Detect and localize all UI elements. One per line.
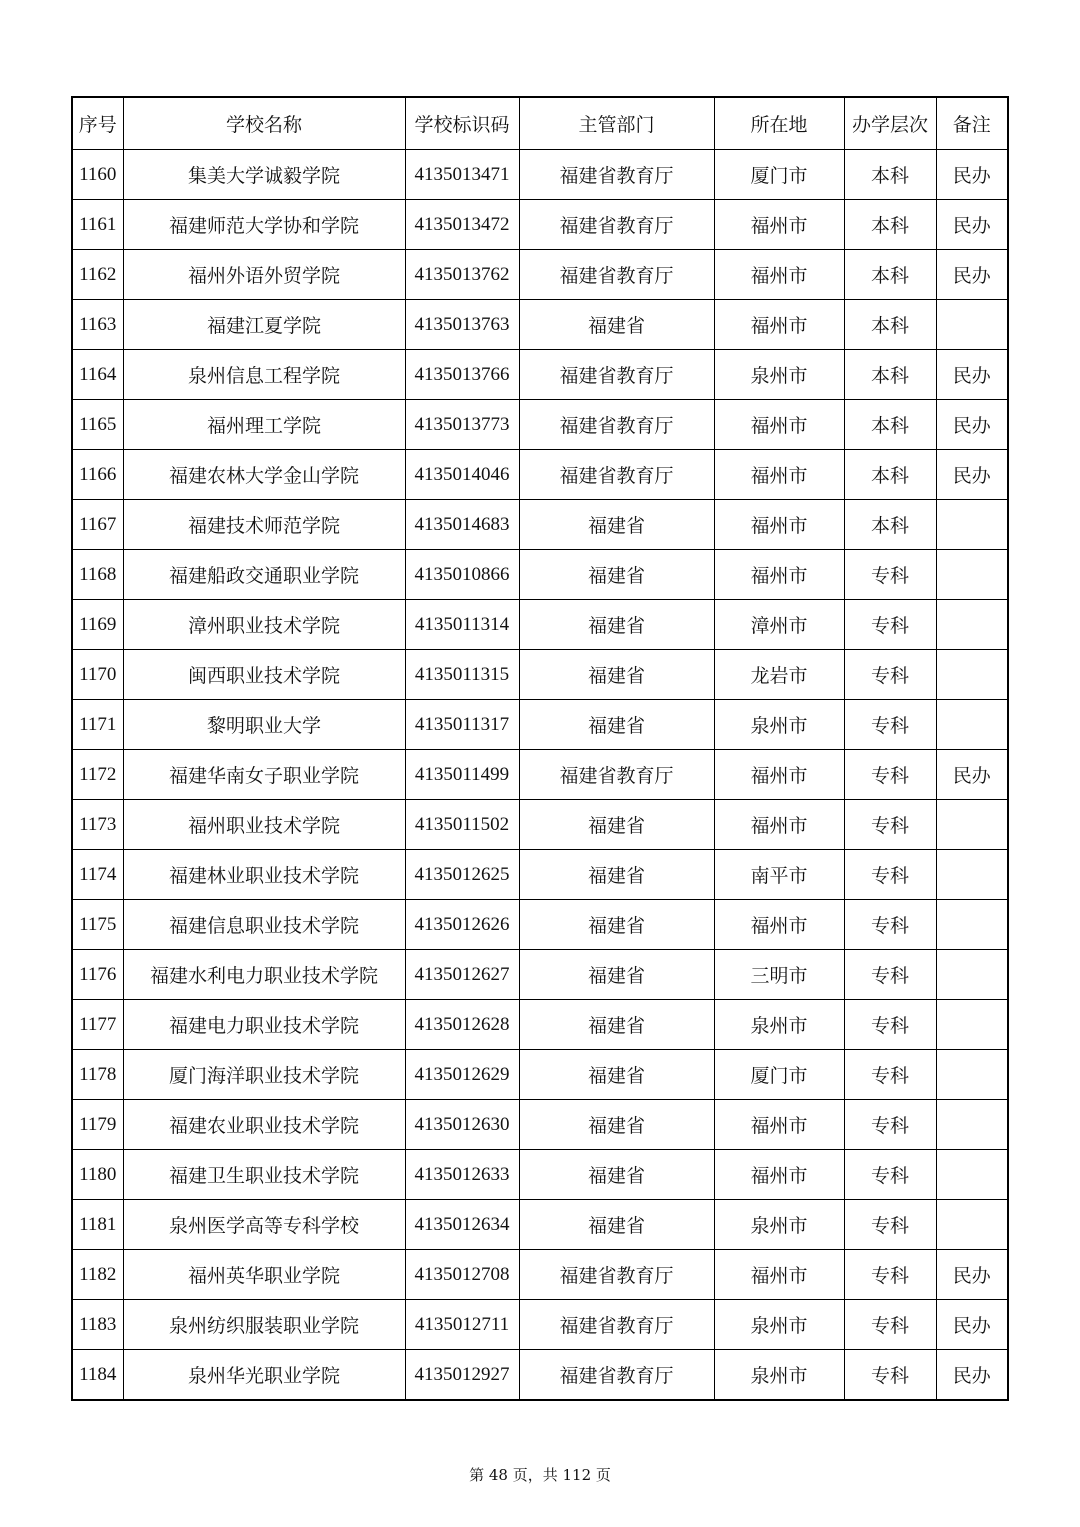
cell-index: 1183 <box>72 1300 123 1350</box>
cell-remarks: 民办 <box>936 450 1008 500</box>
cell-authority: 福建省教育厅 <box>519 1300 714 1350</box>
cell-school-code: 4135013766 <box>405 350 519 400</box>
cell-remarks: 民办 <box>936 350 1008 400</box>
cell-index: 1167 <box>72 500 123 550</box>
cell-authority: 福建省 <box>519 1150 714 1200</box>
cell-school-name: 福建船政交通职业学院 <box>123 550 405 600</box>
cell-level: 专科 <box>844 900 936 950</box>
cell-authority: 福建省 <box>519 1200 714 1250</box>
cell-remarks: 民办 <box>936 200 1008 250</box>
cell-remarks <box>936 1000 1008 1050</box>
cell-remarks <box>936 700 1008 750</box>
cell-remarks <box>936 550 1008 600</box>
cell-school-name: 泉州华光职业学院 <box>123 1350 405 1401</box>
cell-school-name: 福州外语外贸学院 <box>123 250 405 300</box>
cell-authority: 福建省教育厅 <box>519 1350 714 1401</box>
schools-table <box>71 96 1009 1401</box>
table-row <box>72 300 1008 350</box>
table-row <box>72 1200 1008 1250</box>
cell-remarks: 民办 <box>936 150 1008 200</box>
cell-location: 泉州市 <box>714 1200 844 1250</box>
cell-school-code: 4135011314 <box>405 600 519 650</box>
cell-level: 专科 <box>844 750 936 800</box>
cell-remarks <box>936 1200 1008 1250</box>
cell-authority: 福建省教育厅 <box>519 1250 714 1300</box>
cell-location: 福州市 <box>714 250 844 300</box>
cell-level: 专科 <box>844 1200 936 1250</box>
cell-location: 南平市 <box>714 850 844 900</box>
cell-school-name: 福建卫生职业技术学院 <box>123 1150 405 1200</box>
cell-school-name: 泉州医学高等专科学校 <box>123 1200 405 1250</box>
cell-school-name: 福建农业职业技术学院 <box>123 1100 405 1150</box>
cell-school-code: 4135011499 <box>405 750 519 800</box>
cell-index: 1171 <box>72 700 123 750</box>
cell-authority: 福建省 <box>519 600 714 650</box>
cell-index: 1173 <box>72 800 123 850</box>
cell-remarks <box>936 500 1008 550</box>
cell-school-name: 福建华南女子职业学院 <box>123 750 405 800</box>
cell-location: 泉州市 <box>714 1000 844 1050</box>
cell-index: 1161 <box>72 200 123 250</box>
table-row <box>72 1150 1008 1200</box>
cell-location: 福州市 <box>714 1100 844 1150</box>
cell-level: 本科 <box>844 150 936 200</box>
cell-school-code: 4135013763 <box>405 300 519 350</box>
table-row <box>72 900 1008 950</box>
cell-level: 本科 <box>844 450 936 500</box>
cell-level: 专科 <box>844 1250 936 1300</box>
cell-location: 泉州市 <box>714 1350 844 1401</box>
cell-remarks: 民办 <box>936 250 1008 300</box>
cell-index: 1163 <box>72 300 123 350</box>
cell-authority: 福建省教育厅 <box>519 150 714 200</box>
cell-school-code: 4135013472 <box>405 200 519 250</box>
cell-authority: 福建省 <box>519 950 714 1000</box>
cell-school-code: 4135012633 <box>405 1150 519 1200</box>
cell-remarks: 民办 <box>936 1250 1008 1300</box>
table-row <box>72 550 1008 600</box>
cell-remarks: 民办 <box>936 1300 1008 1350</box>
table-row <box>72 200 1008 250</box>
cell-level: 专科 <box>844 1150 936 1200</box>
cell-school-code: 4135013762 <box>405 250 519 300</box>
cell-level: 专科 <box>844 1300 936 1350</box>
cell-authority: 福建省教育厅 <box>519 450 714 500</box>
header-row <box>72 97 1008 150</box>
table-row <box>72 250 1008 300</box>
cell-level: 专科 <box>844 600 936 650</box>
cell-level: 本科 <box>844 250 936 300</box>
cell-school-code: 4135012708 <box>405 1250 519 1300</box>
cell-index: 1184 <box>72 1350 123 1401</box>
cell-level: 本科 <box>844 500 936 550</box>
cell-level: 本科 <box>844 200 936 250</box>
cell-location: 厦门市 <box>714 1050 844 1100</box>
cell-level: 本科 <box>844 350 936 400</box>
cell-location: 福州市 <box>714 900 844 950</box>
cell-index: 1182 <box>72 1250 123 1300</box>
cell-remarks <box>936 1150 1008 1200</box>
cell-authority: 福建省 <box>519 850 714 900</box>
cell-school-code: 4135013471 <box>405 150 519 200</box>
cell-location: 泉州市 <box>714 350 844 400</box>
cell-location: 福州市 <box>714 400 844 450</box>
cell-remarks <box>936 800 1008 850</box>
cell-index: 1164 <box>72 350 123 400</box>
cell-level: 专科 <box>844 950 936 1000</box>
cell-level: 专科 <box>844 1350 936 1401</box>
cell-authority: 福建省教育厅 <box>519 350 714 400</box>
cell-level: 专科 <box>844 550 936 600</box>
cell-location: 福州市 <box>714 300 844 350</box>
cell-index: 1169 <box>72 600 123 650</box>
header-school-code: 学校标识码 <box>405 97 519 150</box>
cell-school-name: 集美大学诚毅学院 <box>123 150 405 200</box>
page-footer: 第 48 页，共 112 页 <box>469 1466 611 1484</box>
cell-school-code: 4135012625 <box>405 850 519 900</box>
table-row <box>72 650 1008 700</box>
cell-authority: 福建省 <box>519 1050 714 1100</box>
cell-index: 1175 <box>72 900 123 950</box>
cell-remarks <box>936 300 1008 350</box>
cell-index: 1181 <box>72 1200 123 1250</box>
cell-level: 专科 <box>844 1050 936 1100</box>
table-row <box>72 1000 1008 1050</box>
cell-authority: 福建省 <box>519 800 714 850</box>
cell-location: 福州市 <box>714 450 844 500</box>
cell-school-code: 4135012627 <box>405 950 519 1000</box>
table-row <box>72 1250 1008 1300</box>
cell-location: 龙岩市 <box>714 650 844 700</box>
cell-location: 福州市 <box>714 500 844 550</box>
cell-level: 本科 <box>844 300 936 350</box>
cell-location: 福州市 <box>714 800 844 850</box>
cell-school-name: 福州理工学院 <box>123 400 405 450</box>
cell-school-name: 闽西职业技术学院 <box>123 650 405 700</box>
cell-school-code: 4135013773 <box>405 400 519 450</box>
cell-authority: 福建省 <box>519 700 714 750</box>
cell-authority: 福建省教育厅 <box>519 400 714 450</box>
table-row <box>72 1100 1008 1150</box>
cell-school-name: 福建林业职业技术学院 <box>123 850 405 900</box>
cell-index: 1178 <box>72 1050 123 1100</box>
cell-location: 泉州市 <box>714 1300 844 1350</box>
cell-remarks <box>936 1100 1008 1150</box>
cell-school-code: 4135011317 <box>405 700 519 750</box>
header-index: 序号 <box>72 97 123 150</box>
cell-school-name: 福建信息职业技术学院 <box>123 900 405 950</box>
cell-index: 1162 <box>72 250 123 300</box>
cell-location: 福州市 <box>714 1250 844 1300</box>
cell-level: 专科 <box>844 650 936 700</box>
cell-index: 1177 <box>72 1000 123 1050</box>
cell-school-name: 福建江夏学院 <box>123 300 405 350</box>
cell-school-name: 黎明职业大学 <box>123 700 405 750</box>
cell-authority: 福建省 <box>519 900 714 950</box>
table-row <box>72 500 1008 550</box>
cell-school-name: 福建技术师范学院 <box>123 500 405 550</box>
cell-remarks <box>936 650 1008 700</box>
cell-school-name: 泉州纺织服装职业学院 <box>123 1300 405 1350</box>
cell-authority: 福建省 <box>519 1100 714 1150</box>
cell-location: 福州市 <box>714 750 844 800</box>
cell-school-name: 福建师范大学协和学院 <box>123 200 405 250</box>
cell-location: 福州市 <box>714 550 844 600</box>
cell-authority: 福建省 <box>519 550 714 600</box>
cell-level: 专科 <box>844 800 936 850</box>
table-row <box>72 1050 1008 1100</box>
cell-authority: 福建省 <box>519 300 714 350</box>
cell-remarks <box>936 850 1008 900</box>
cell-school-name: 福建农林大学金山学院 <box>123 450 405 500</box>
cell-remarks <box>936 950 1008 1000</box>
table-row <box>72 750 1008 800</box>
header-level: 办学层次 <box>844 97 936 150</box>
table-row <box>72 600 1008 650</box>
cell-location: 福州市 <box>714 200 844 250</box>
cell-index: 1168 <box>72 550 123 600</box>
table-row <box>72 450 1008 500</box>
table-row <box>72 950 1008 1000</box>
cell-location: 厦门市 <box>714 150 844 200</box>
cell-school-code: 4135014683 <box>405 500 519 550</box>
cell-index: 1172 <box>72 750 123 800</box>
cell-authority: 福建省教育厅 <box>519 250 714 300</box>
cell-school-code: 4135011315 <box>405 650 519 700</box>
table-body <box>72 150 1008 1401</box>
cell-location: 三明市 <box>714 950 844 1000</box>
cell-index: 1170 <box>72 650 123 700</box>
table-row <box>72 700 1008 750</box>
table-row <box>72 400 1008 450</box>
cell-remarks: 民办 <box>936 750 1008 800</box>
table-row <box>72 350 1008 400</box>
cell-level: 专科 <box>844 1100 936 1150</box>
cell-level: 专科 <box>844 850 936 900</box>
cell-school-name: 福州职业技术学院 <box>123 800 405 850</box>
cell-remarks <box>936 600 1008 650</box>
cell-location: 福州市 <box>714 1150 844 1200</box>
cell-school-name: 福建水利电力职业技术学院 <box>123 950 405 1000</box>
cell-school-code: 4135012630 <box>405 1100 519 1150</box>
cell-school-code: 4135014046 <box>405 450 519 500</box>
cell-remarks <box>936 1050 1008 1100</box>
cell-index: 1165 <box>72 400 123 450</box>
cell-school-code: 4135010866 <box>405 550 519 600</box>
cell-school-name: 泉州信息工程学院 <box>123 350 405 400</box>
cell-school-name: 厦门海洋职业技术学院 <box>123 1050 405 1100</box>
cell-school-name: 福建电力职业技术学院 <box>123 1000 405 1050</box>
cell-index: 1160 <box>72 150 123 200</box>
cell-index: 1176 <box>72 950 123 1000</box>
header-remarks: 备注 <box>936 97 1008 150</box>
cell-school-name: 福州英华职业学院 <box>123 1250 405 1300</box>
cell-remarks: 民办 <box>936 1350 1008 1401</box>
cell-school-name: 漳州职业技术学院 <box>123 600 405 650</box>
header-school-name: 学校名称 <box>123 97 405 150</box>
table-row <box>72 850 1008 900</box>
cell-school-code: 4135012711 <box>405 1300 519 1350</box>
cell-school-code: 4135012626 <box>405 900 519 950</box>
cell-location: 漳州市 <box>714 600 844 650</box>
cell-school-code: 4135012634 <box>405 1200 519 1250</box>
header-authority: 主管部门 <box>519 97 714 150</box>
cell-index: 1174 <box>72 850 123 900</box>
cell-authority: 福建省 <box>519 650 714 700</box>
cell-school-code: 4135011502 <box>405 800 519 850</box>
cell-level: 本科 <box>844 400 936 450</box>
cell-authority: 福建省教育厅 <box>519 750 714 800</box>
table-row <box>72 150 1008 200</box>
cell-remarks: 民办 <box>936 400 1008 450</box>
header-location: 所在地 <box>714 97 844 150</box>
cell-level: 专科 <box>844 1000 936 1050</box>
table-row <box>72 800 1008 850</box>
table-row <box>72 1350 1008 1401</box>
cell-index: 1179 <box>72 1100 123 1150</box>
cell-index: 1166 <box>72 450 123 500</box>
cell-authority: 福建省教育厅 <box>519 200 714 250</box>
cell-school-code: 4135012629 <box>405 1050 519 1100</box>
cell-level: 专科 <box>844 700 936 750</box>
cell-school-code: 4135012628 <box>405 1000 519 1050</box>
cell-remarks <box>936 900 1008 950</box>
cell-location: 泉州市 <box>714 700 844 750</box>
cell-authority: 福建省 <box>519 500 714 550</box>
cell-school-code: 4135012927 <box>405 1350 519 1401</box>
cell-index: 1180 <box>72 1150 123 1200</box>
cell-authority: 福建省 <box>519 1000 714 1050</box>
table-row <box>72 1300 1008 1350</box>
